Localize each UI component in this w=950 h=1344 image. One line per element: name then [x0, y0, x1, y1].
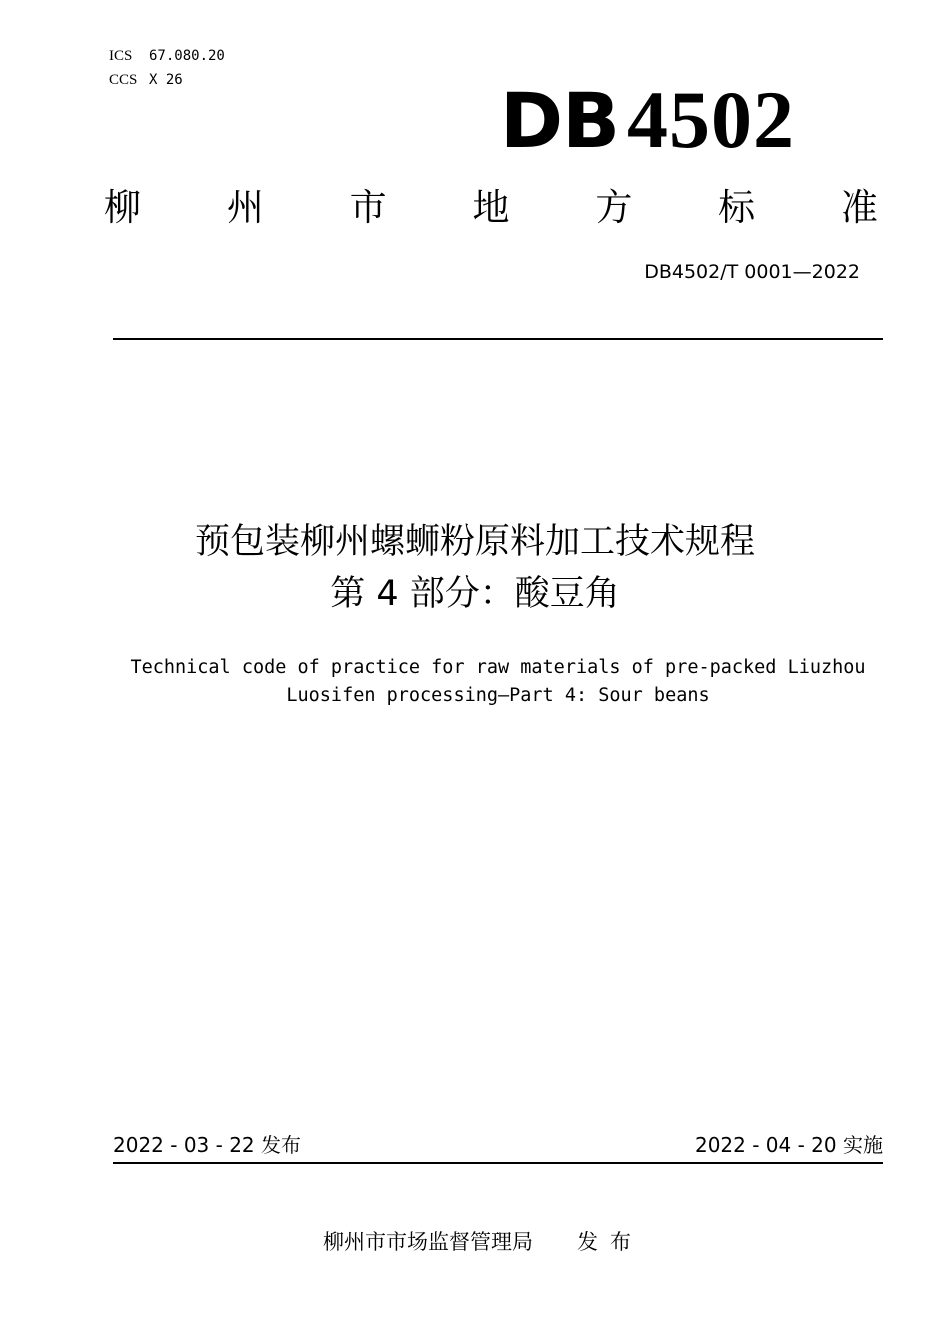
standard-number: DB4502/T 0001—2022	[644, 261, 860, 283]
db-logo	[500, 74, 796, 165]
db-logo-code: 4502	[627, 74, 796, 165]
standard-type-heading	[104, 180, 878, 236]
bottom-divider	[113, 1162, 883, 1164]
ics-row	[109, 44, 225, 68]
ics-label: ICS	[109, 48, 133, 64]
title-cn-line1: 预包装柳州螺蛳粉原料加工技术规程	[194, 522, 755, 562]
standard-type-char: 方	[595, 186, 633, 229]
standard-type-char: 州	[226, 186, 264, 229]
issue-date: 2022 - 03 - 22 发布	[113, 1133, 302, 1157]
issuer	[323, 1226, 643, 1258]
issuer-action: 发布	[577, 1230, 643, 1254]
standard-type-char: 标	[718, 186, 756, 229]
classification-codes	[109, 44, 225, 92]
ccs-label: CCS	[109, 72, 138, 88]
standard-type-char: 准	[840, 186, 878, 229]
implementation-date: 2022 - 04 - 20 实施	[694, 1133, 883, 1157]
title-cn-line2: 第 4 部分：酸豆角	[330, 574, 620, 614]
ccs-row	[109, 68, 225, 92]
db-logo-prefix: DB	[500, 76, 620, 165]
ccs-value: X 26	[149, 72, 183, 88]
standard-type-char: 市	[349, 186, 387, 229]
ics-value: 67.080.20	[149, 48, 225, 64]
title-cn	[0, 516, 950, 620]
issuer-name: 柳州市市场监督管理局	[323, 1230, 533, 1254]
standard-type-char: 地	[472, 186, 510, 229]
title-en-line1: Technical code of practice for raw materials of pre-packed Liuzhou	[130, 657, 866, 678]
top-divider	[113, 338, 883, 340]
standard-type-char: 柳	[104, 186, 141, 229]
title-en-line2: Luosifen processing—Part 4: Sour beans	[286, 685, 710, 706]
